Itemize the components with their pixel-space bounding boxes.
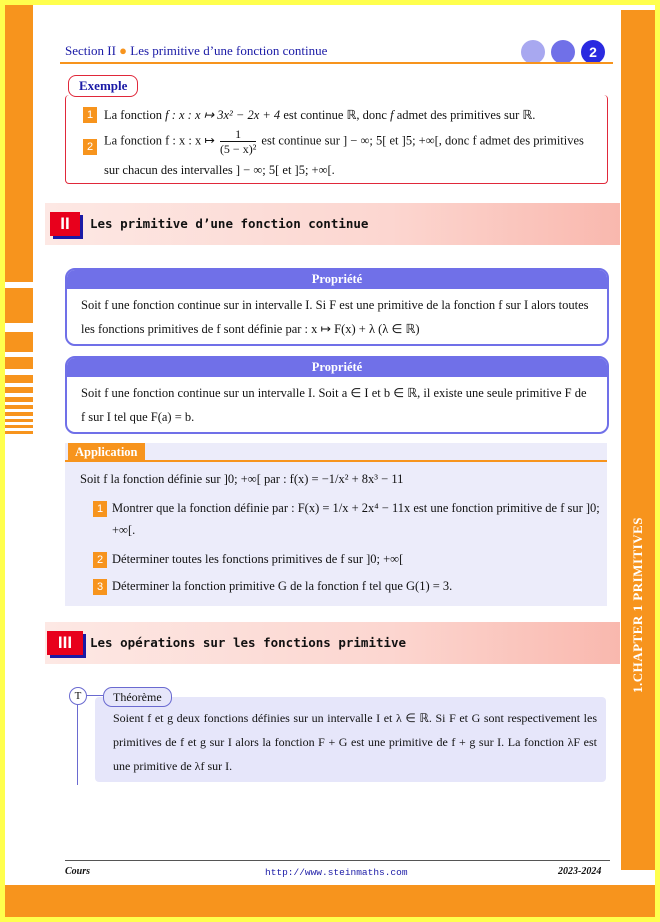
property-box — [65, 268, 609, 346]
property-text: Soit f une fonction continue sur un intervalle I. Soit a ∈ I et b ∈ ℝ, il existe une seule primitive F de f sur I tel que F(a) = b. — [81, 386, 587, 424]
side-band — [621, 10, 655, 870]
property-box — [65, 356, 609, 434]
theorem-line — [86, 695, 103, 696]
application-rule — [65, 460, 607, 462]
footer-right: 2023-2024 — [558, 866, 602, 877]
application-label: Application — [68, 443, 145, 461]
theorem-text: Soient f et g deux fonctions définies sur un intervalle I et λ ∈ ℝ. Si F et G sont respectivement les primitives de f et g sur I alors la fonction F + G est une primitive de f + g sur I. La fonction λF est une primitive de λf sur I. — [113, 711, 597, 773]
footer-rule — [65, 860, 610, 861]
left-bar-decoration — [5, 397, 33, 402]
left-bar-decoration — [5, 425, 33, 428]
section-number-icon: II — [50, 212, 80, 236]
application-item-2: Déterminer toutes les fonctions primitives de f sur ]0; +∞[ — [112, 552, 404, 566]
application-item-1: Montrer que la fonction définie par : F(x) = 1/x + 2x⁴ − 11x est une fonction primitive de f sur ]0; +∞[. — [112, 501, 600, 537]
header-decor-circle — [521, 40, 545, 64]
item-number: 2 — [83, 139, 97, 155]
header-rule — [60, 62, 613, 64]
application-intro: Soit f la fonction définie sur ]0; +∞[ par : f(x) = −1/x² + 8x³ − 11 — [80, 472, 404, 486]
footer-url-link[interactable]: http://www.steinmaths.com — [265, 867, 408, 878]
chapter-side-label: 1.CHAPTER 1 PRIMITIVES — [630, 516, 645, 694]
property-header: Propriété — [67, 270, 607, 289]
left-bar-decoration — [5, 387, 33, 393]
left-bar-decoration — [5, 288, 33, 323]
property-text: Soit f une fonction continue sur in intervalle I. Si F est une primitive de la fonction f sur I alors toutes les fonctions primitives de f sont définie par : x ↦ F(x) + λ (λ ∈ ℝ) — [81, 298, 589, 336]
left-bar-decoration — [5, 375, 33, 383]
left-bar-decoration — [5, 431, 33, 434]
left-bar-decoration — [5, 357, 33, 369]
item-number: 2 — [93, 552, 107, 568]
example-item-2: La fonction f : x : x ↦ $\frac{1}{\text{(5 − x)²}}$ est continue sur ] − ∞; 5[ et ]5; +∞[, donc f admet des primitives — [104, 127, 584, 156]
header-section-title: Section II ● Les primitive d’une fonction continue — [65, 43, 328, 58]
property-header: Propriété — [67, 358, 607, 377]
item-number: 1 — [83, 107, 97, 123]
theorem-marker-icon: T — [69, 687, 87, 705]
theorem-line — [77, 705, 78, 785]
footer-left: Cours — [65, 866, 91, 877]
item-number: 3 — [93, 579, 107, 595]
theorem-label: Théorème — [103, 687, 172, 707]
example-label: Exemple — [68, 75, 138, 97]
left-bar-decoration — [5, 5, 33, 282]
left-bar-decoration — [5, 405, 33, 409]
left-bar-decoration — [5, 412, 33, 416]
bottom-band — [5, 885, 655, 917]
section-title: Les primitive d’une fonction continue — [90, 216, 369, 231]
header-decor-circle — [551, 40, 575, 64]
section-title: Les opérations sur les fonctions primitive — [90, 635, 407, 650]
left-bar-decoration — [5, 332, 33, 352]
example-item-2-cont: sur chacun des intervalles ] − ∞; 5[ et ]5; +∞[. — [104, 163, 335, 177]
page — [5, 5, 655, 917]
page-number: 2 — [581, 40, 605, 64]
example-item-1: La fonction f : x : x ↦ 3x² − 2x + 4 est continue ℝ, donc f admet des primitives sur ℝ. — [104, 108, 536, 122]
item-number: 1 — [93, 501, 107, 517]
left-bar-decoration — [5, 419, 33, 422]
application-item-3: Déterminer la fonction primitive G de la fonction f tel que G(1) = 3. — [112, 579, 453, 593]
section-number-icon: III — [47, 631, 83, 655]
